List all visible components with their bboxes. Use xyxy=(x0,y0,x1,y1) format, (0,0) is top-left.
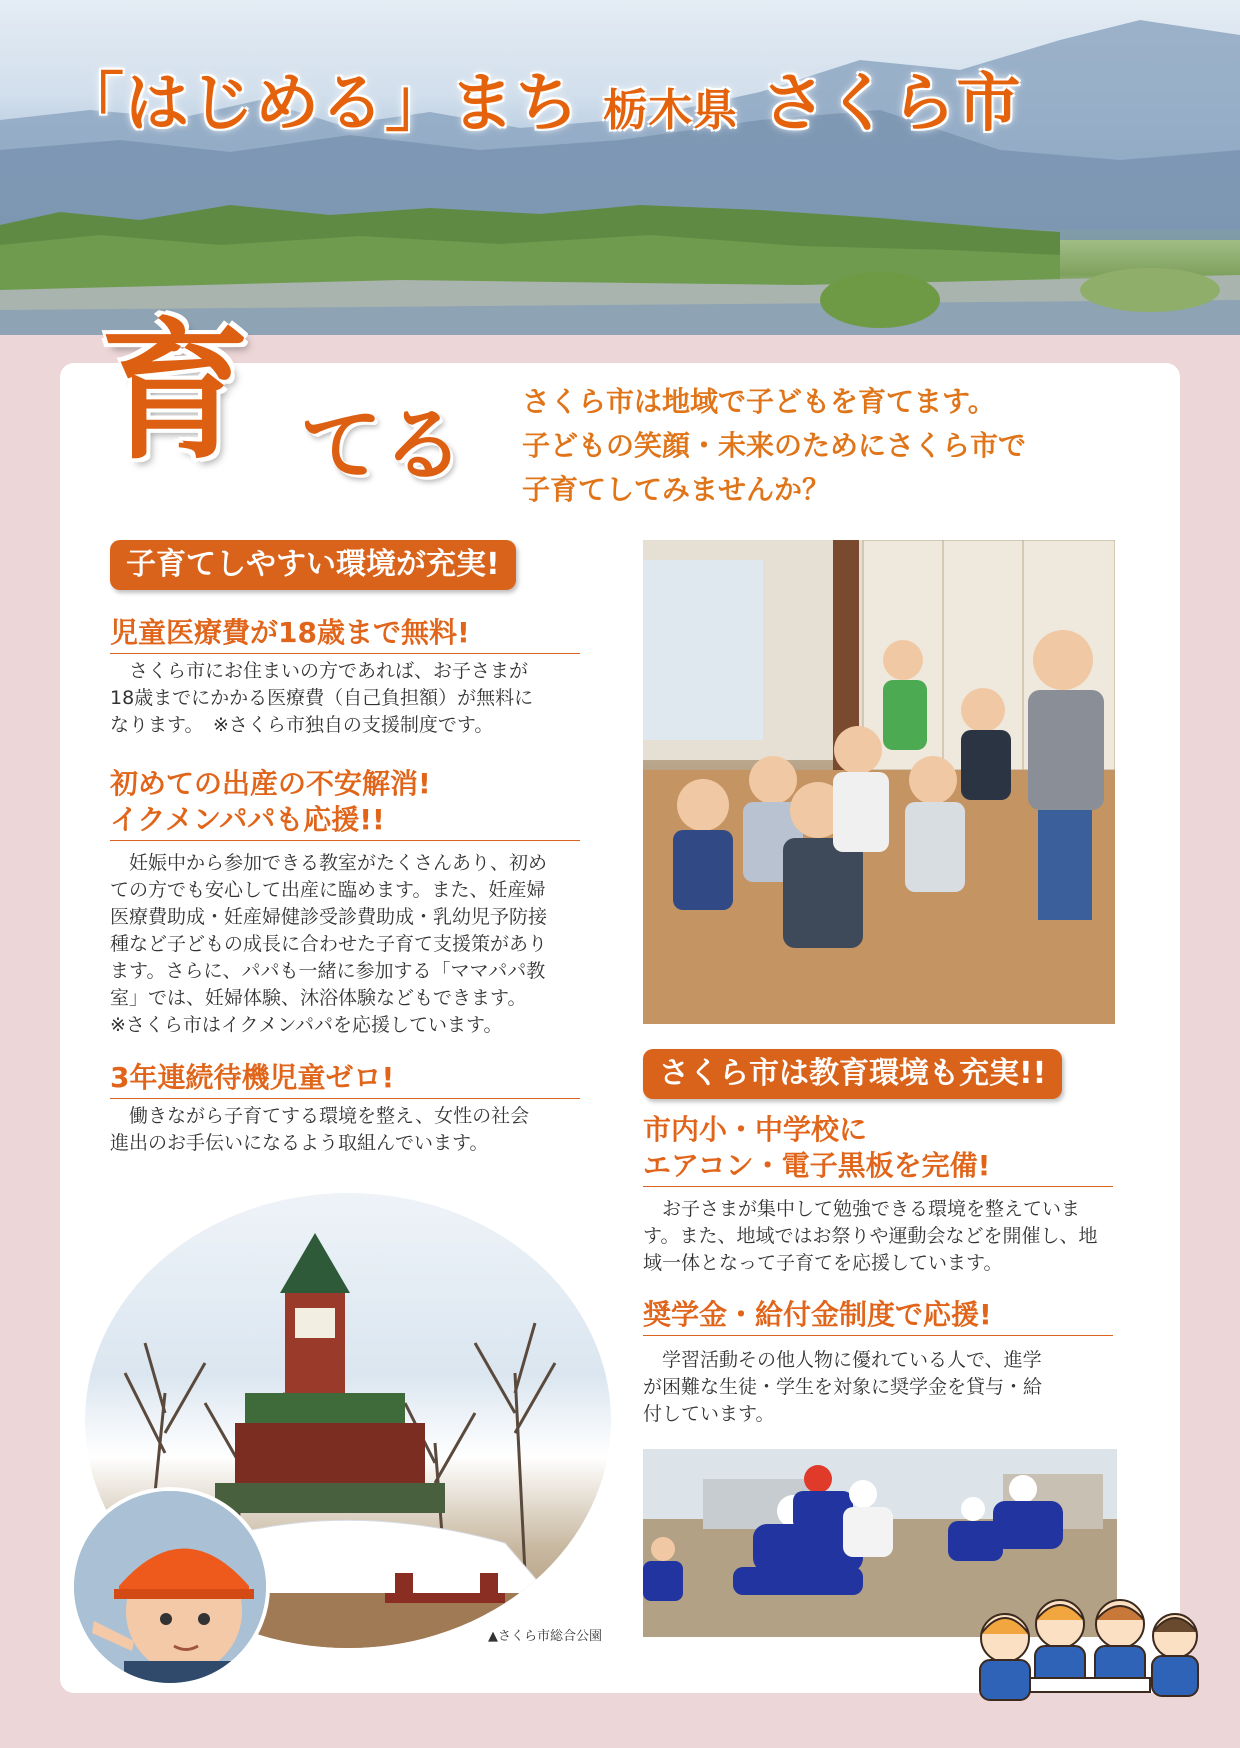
item-title-medical xyxy=(110,615,580,654)
intro-line: さくら市は地域で子どもを育てます。 xyxy=(522,385,996,418)
item-title-aircon xyxy=(643,1112,1113,1187)
body-line: 域一体となって子育てを応援しています。 xyxy=(643,1252,1003,1274)
item-title-line: 初めての出産の不安解消! xyxy=(110,767,431,800)
intro-line: 子育てしてみませんか？ xyxy=(522,473,831,506)
body-line: お子さまが集中して勉強できる環境を整えていま xyxy=(643,1198,1081,1220)
cartoon-svg xyxy=(960,1588,1210,1708)
children-illustration xyxy=(643,540,1115,1024)
item-title-scholarship xyxy=(643,1297,1113,1336)
section-heading-education: さくら市は教育環境も充実!! xyxy=(643,1049,1062,1099)
body-line: 医療費助成・妊産婦健診受診費助成・乳幼児予防接 xyxy=(110,906,548,928)
body-line: なります。 ※さくら市独自の支援制度です。 xyxy=(110,714,494,736)
site-title xyxy=(60,52,1022,144)
body-line: 種など子どもの成長に合わせた子育て支援策があり xyxy=(110,933,548,955)
item-title-line: 奨学金・給付金制度で応援! xyxy=(643,1298,992,1331)
section-heading-childcare: 子育てしやすい環境が充実! xyxy=(110,540,516,590)
title-prefecture: 栃木県 xyxy=(603,85,739,136)
header-landscape-photo xyxy=(0,0,1240,335)
kindergarten-children-photo xyxy=(643,540,1115,1024)
intro-text xyxy=(522,380,1142,512)
cartoon-children-illustration xyxy=(960,1588,1210,1712)
body-line: が困難な生徒・学生を対象に奨学金を貸与・給 xyxy=(643,1376,1043,1398)
body-line: ての方でも安心して出産に臨めます。また、妊産婦 xyxy=(110,879,546,901)
intro-line: 子どもの笑顔・未来のためにさくら市で xyxy=(522,429,1027,462)
title-phrase: 「はじめる」まち xyxy=(60,67,580,141)
item-title-line: 3年連続待機児童ゼロ! xyxy=(110,1061,395,1094)
body-line: 18歳までにかかる医療費（自己負担額）が無料に xyxy=(110,687,534,709)
body-line: ます。さらに、パパも一緒に参加する「ママパパ教 xyxy=(110,960,546,982)
item-body-scholarship xyxy=(643,1347,1042,1428)
body-line: 室」では、妊婦体験、沐浴体験などもできます。 xyxy=(110,987,527,1009)
item-body-medical xyxy=(110,658,533,739)
title-city: さくら市 xyxy=(761,67,1022,141)
item-title-line: 児童医療費が18歳まで無料! xyxy=(110,616,470,649)
item-title-line: 市内小・中学校に xyxy=(643,1113,868,1146)
park-photo-caption: ▲さくら市総合公園 xyxy=(488,1629,602,1644)
body-line: 学習活動その他人物に優れている人で、進学 xyxy=(643,1349,1042,1371)
hero-suffix: てる xyxy=(300,398,465,493)
body-line: 妊娠中から参加できる教室がたくさんあり、初め xyxy=(110,852,548,874)
item-body-waitlist xyxy=(110,1103,529,1157)
body-line: 付しています。 xyxy=(643,1403,775,1425)
item-title-line: エアコン・電子黒板を完備! xyxy=(643,1149,991,1182)
item-body-birth xyxy=(110,850,547,1039)
hero-big-character: 育 xyxy=(100,306,251,480)
body-line: 働きながら子育てする環境を整え、女性の社会 xyxy=(110,1105,530,1127)
body-line: す。また、地域ではお祭りや運動会などを開催し、地 xyxy=(643,1225,1098,1247)
item-title-line: イクメンパパも応援!! xyxy=(110,803,385,836)
child-helmet-photo xyxy=(70,1487,270,1687)
item-title-birth xyxy=(110,766,580,841)
landscape-illustration xyxy=(0,0,1240,335)
item-title-waitlist xyxy=(110,1060,580,1099)
body-line: さくら市にお住まいの方であれば、お子さまが xyxy=(110,660,529,682)
item-body-aircon xyxy=(643,1196,1097,1277)
body-line: 進出のお手伝いになるよう取組んでいます。 xyxy=(110,1132,489,1154)
child-illustration xyxy=(74,1491,266,1683)
body-line: ※さくら市はイクメンパパを応援しています。 xyxy=(110,1014,503,1036)
